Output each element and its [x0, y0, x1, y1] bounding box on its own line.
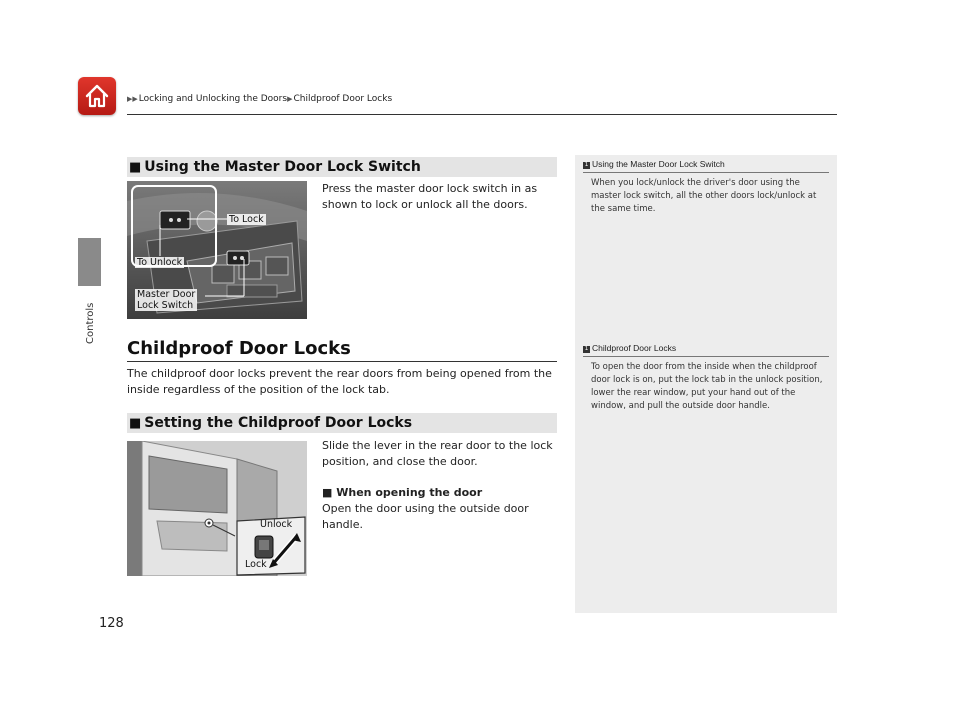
square-bullet-icon: ■	[129, 160, 142, 175]
figure-label-to-lock: To Lock	[229, 214, 264, 225]
setting-instructions: Slide the lever in the rear door to the lock position, and close the door.	[322, 439, 553, 468]
note-title: 1 Using the Master Door Lock Switch	[583, 156, 829, 173]
title-divider	[127, 361, 557, 362]
childproof-lock-figure	[127, 441, 307, 576]
note-title: 1 Childproof Door Locks	[583, 340, 829, 357]
figure-label-lock: Lock	[245, 559, 267, 570]
figure-label-master-switch: Master Door Lock Switch	[137, 289, 196, 311]
page-number: 128	[99, 616, 124, 631]
home-button[interactable]	[78, 77, 116, 115]
breadcrumb-arrow-icon: ▶▶	[127, 95, 138, 103]
note-childproof	[575, 340, 837, 413]
square-bullet-icon: ■	[322, 486, 337, 499]
section-heading-master-lock: ■ Using the Master Door Lock Switch	[127, 157, 557, 177]
childproof-intro: The childproof door locks prevent the rear doors from being opened from the inside regardless of the position of the lock tab.	[127, 367, 552, 396]
page-title: Childproof Door Locks	[127, 338, 351, 359]
home-icon	[83, 82, 111, 110]
square-bullet-icon: ■	[129, 416, 142, 431]
breadcrumb	[127, 94, 392, 104]
rear-door-illustration	[127, 441, 307, 576]
opening-door-instructions: Open the door using the outside door handle.	[322, 502, 529, 531]
note-body: To open the door from the inside when the childproof door lock is on, put the lock tab in the unlock position, lower the rear window, put your hand out of the window, and pull the outside door handle.	[591, 362, 823, 411]
master-lock-switch-figure	[127, 181, 307, 319]
subheading-opening-door: ■ When opening the door	[322, 486, 483, 499]
breadcrumb-arrow-icon: ▶	[287, 95, 293, 103]
header-divider	[127, 114, 837, 115]
master-lock-instructions: Press the master door lock switch in as shown to lock or unlock all the doors.	[322, 182, 538, 211]
section-heading-setting-childproof: ■ Setting the Childproof Door Locks	[127, 413, 557, 433]
breadcrumb-current: Childproof Door Locks	[293, 94, 393, 104]
breadcrumb-link-locking[interactable]: Locking and Unlocking the Doors	[138, 94, 288, 104]
note-body: When you lock/unlock the driver's door using the master lock switch, all the other doors lock/unlock at the same time.	[591, 178, 817, 214]
figure-label-to-unlock: To Unlock	[137, 257, 183, 268]
chapter-tab[interactable]	[78, 238, 101, 286]
chapter-tab-label: Controls	[85, 302, 96, 344]
figure-label-unlock: Unlock	[260, 519, 293, 530]
note-master-lock	[575, 156, 837, 216]
